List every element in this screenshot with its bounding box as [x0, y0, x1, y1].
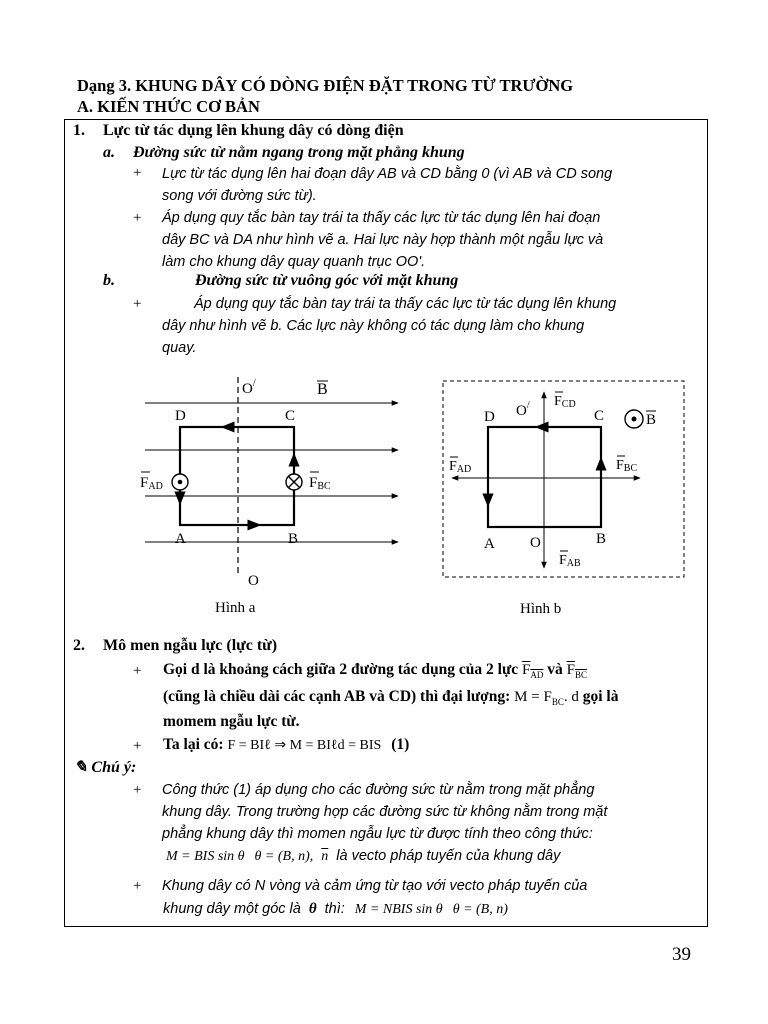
paragraph-line: Lực từ tác dụng lên hai đoạn dây AB và CD bằng 0 (vì AB và CD song [162, 166, 613, 182]
note-paragraph-2 [162, 875, 697, 897]
label-c: C [594, 408, 605, 424]
paragraph-a2 [162, 207, 697, 273]
paragraph-line: quay. [162, 340, 197, 356]
paragraph-line: Áp dụng quy tắc bàn tay trái ta thấy các lực từ tác dụng lên hai đoạn [162, 210, 601, 226]
label-d: D [484, 409, 495, 425]
note-paragraph-1 [162, 779, 697, 845]
formula-moment: $M = F_{BC}$. d [514, 689, 579, 707]
bullet-plus: + [133, 782, 142, 798]
label-o-top: O/ [242, 378, 256, 397]
paragraph-line: khung dây. Trong trường hợp các đường sức từ không nằm trong mặt [162, 804, 608, 820]
label-b-point: B [596, 531, 607, 547]
label-c: C [285, 408, 296, 424]
formula-m-sin: M = BIS sin θ [166, 849, 245, 864]
note-formula-line [166, 846, 560, 867]
theta-symbol: θ [308, 901, 317, 917]
chapter-title: Dạng 3. KHUNG DÂY CÓ DÒNG ĐIỆN ĐẶT TRONG TỪ TRƯỜNG [77, 76, 574, 95]
text: và [547, 661, 563, 678]
bullet-plus: + [133, 210, 142, 226]
paragraph-line: dây BC và DA như hình vẽ a. Hai lực này hợp thành một ngẫu lực và [162, 232, 604, 248]
paragraph-line: dây như hình vẽ b. Các lực này không có tác dụng làm cho khung [162, 318, 585, 334]
text: là vecto pháp tuyến của khung dây [336, 848, 561, 864]
section2-line3: momem ngẫu lực từ. [163, 713, 300, 730]
figure-b [440, 378, 690, 618]
paragraph-line: song với đường sức từ). [162, 188, 317, 204]
label-f-cd: FCD [554, 394, 576, 410]
label-a: A [484, 536, 495, 552]
caption-figure-b: Hình b [520, 601, 562, 617]
section1-title: Lực từ tác dụng lên khung dây có dòng điện [103, 122, 404, 139]
label-o: O [530, 535, 541, 551]
text: (cũng là chiều dài các cạnh AB và CD) thì đại lượng: [163, 688, 511, 705]
formula-theta: θ = (B, n) [452, 902, 508, 917]
paragraph-line: Công thức (1) áp dụng cho các đường sức từ nằm trong mặt phẳng [162, 782, 595, 798]
paragraph-line: Khung dây có N vòng và cảm ứng từ tạo với vecto pháp tuyến của [162, 878, 588, 894]
section1-number: 1. [73, 122, 85, 139]
text: Gọi d là khoảng cách giữa 2 đường tác dụng của 2 lực [163, 661, 519, 678]
note-title: Chú ý: [91, 759, 137, 776]
paragraph-line: làm cho khung dây quay quanh trục OO'. [162, 254, 426, 270]
bullet-plus: + [133, 663, 142, 679]
figure-a [130, 372, 400, 617]
pen-icon: ✎ [74, 759, 88, 776]
bullet-plus: + [133, 738, 142, 754]
vector-f-ad: $F_{AD}$ [522, 662, 544, 680]
label-b-point: B [288, 531, 299, 547]
sub-a-title: Đường sức từ nằm ngang trong mặt phẳng khung [133, 144, 465, 161]
paragraph-line: phẳng khung dây thì momen ngẫu lực từ được tính theo công thức: [162, 826, 593, 842]
bullet-plus: + [133, 296, 142, 312]
caption-figure-a: Hình a [215, 600, 256, 616]
label-f-ad: FAD [140, 475, 163, 492]
paragraph-a1 [162, 163, 697, 207]
section2-line2 [163, 687, 618, 712]
label-b-field: B [317, 381, 328, 398]
label-f-ab: FAB [559, 553, 581, 569]
sub-b-label: b. [103, 272, 115, 289]
section-title: A. KIẾN THỨC CƠ BẢN [77, 97, 260, 116]
bullet-plus: + [133, 165, 142, 181]
vector-n: $\overline{n}$ [321, 849, 329, 864]
page-number: 39 [672, 944, 691, 965]
paragraph-b1 [162, 293, 697, 359]
field-region [443, 381, 684, 577]
section2-line1 [163, 660, 587, 685]
label-o-bottom: O [248, 573, 259, 589]
formula-f: F = BIℓ ⇒ M = BIℓd = BIS [227, 738, 382, 753]
note-formula-line-2 [163, 899, 508, 920]
section2-title: Mô men ngẫu lực (lực từ) [103, 637, 278, 654]
vector-f-bc: $F_{BC}$ [566, 662, 587, 680]
label-f-ad: FAD [449, 459, 472, 475]
bullet-plus: + [133, 878, 142, 894]
sub-a-label: a. [103, 144, 115, 161]
note-heading [74, 758, 136, 778]
paragraph-line: Áp dụng quy tắc bàn tay trái ta thấy các lực từ tác dụng lên khung [194, 296, 617, 312]
formula-m-nbis: M = NBIS sin θ [354, 902, 443, 917]
label-b-field: B [646, 412, 657, 428]
label-f-bc: FBC [616, 458, 638, 474]
formula-theta: θ = (B, n), [254, 849, 314, 864]
section2-line4 [163, 735, 409, 756]
text: Ta lại có: [163, 736, 224, 753]
label-d: D [175, 408, 186, 424]
sub-b-title: Đường sức từ vuông góc với mặt khung [195, 272, 459, 289]
text: thì: [324, 901, 345, 917]
equation-number: (1) [391, 736, 410, 753]
label-o-prime: O/ [516, 400, 530, 419]
section2-number: 2. [73, 637, 85, 654]
text: khung dây một góc là [163, 901, 301, 917]
wire-frame [180, 427, 294, 525]
label-a: A [175, 531, 186, 547]
label-f-bc: FBC [309, 475, 331, 492]
text: gọi là [582, 688, 619, 705]
